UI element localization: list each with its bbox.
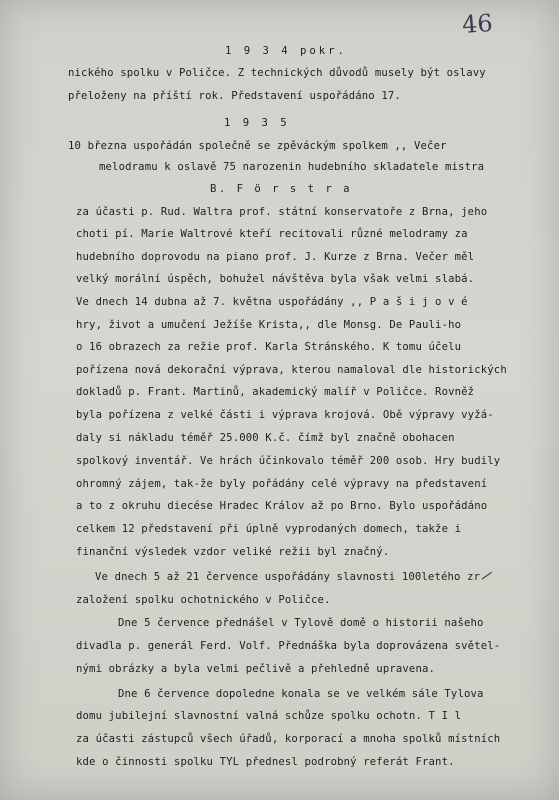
text-line: za účasti zástupců všech úřadů, korporací a mnoha spolků místních xyxy=(76,733,501,745)
text-line: 10 března uspořádán společně se zpěváckým spolkem ,, Večer xyxy=(68,140,447,152)
text-line: choti pí. Marie Waltrové kteří recitovali různé melodramy za xyxy=(76,228,468,240)
text-line: o 16 obrazech za režie prof. Karla Stránského. K tomu účelu xyxy=(76,341,462,353)
text-line: byla pořízena z velké části i výprava krojová. Obě výpravy vyžá- xyxy=(76,409,494,421)
text-line: spolkový inventář. Ve hrách účinkovalo téměř 200 osob. Hry budily xyxy=(76,455,501,467)
text-line: Ve dnech 14 dubna až 7. května uspořádány ,, P a š i j o v é xyxy=(76,296,468,308)
text-line: Dne 5 července přednášel v Tylově domě o historii našeho xyxy=(118,617,484,629)
text-line: kde o činnosti spolku TYL přednesl podrobný referát Frant. xyxy=(76,756,455,768)
text-line: za účasti p. Rud. Waltra prof. státní konservatoře z Brna, jeho xyxy=(76,206,488,218)
text-line: Dne 6 července dopoledne konala se ve velkém sále Tylova xyxy=(118,688,484,700)
text-line: nického spolku v Poličce. Z technických důvodů musely být oslavy xyxy=(68,67,486,79)
text-line: velký morální úspěch, bohužel návštěva byla však velmi slabá. xyxy=(76,273,475,285)
text-line: ohromný zájem, tak-že byly pořádány celé výpravy na představení xyxy=(76,478,488,490)
text-line: přeloženy na příští rok. Představení uspořádáno 17. xyxy=(68,90,401,102)
text-line: dokladů p. Frant. Martinů, akademický malíř v Poličce. Rovněž xyxy=(76,386,475,398)
text-line: založení spolku ochotnického v Poličce. xyxy=(76,594,331,606)
text-line: daly si nákladu téměř 25.000 K.č. čímž byl značně obohacen xyxy=(76,432,455,444)
year-heading-1935: 1 9 3 5 xyxy=(224,117,290,129)
text-line: nými obrázky a byla velmi pečlivě a přehledně upravena. xyxy=(76,663,436,675)
text-line: hry, život a umučení Ježíše Krista,, dle Monsg. De Pauli-ho xyxy=(76,319,462,331)
text-line: domu jubilejní slavnostní valná schůze spolku ochotn. T I l xyxy=(76,710,462,722)
text-line: Ve dnech 5 až 21 července uspořádány slavnosti 100letého zr xyxy=(95,571,481,583)
page-number: 46 xyxy=(461,8,494,40)
text-line: pořízena nová dekorační výprava, kterou namaloval dle historických xyxy=(76,364,507,376)
composer-name: B. F ö r s t r a xyxy=(210,183,353,195)
year-heading-1934: 1 9 3 4 pokr. xyxy=(225,45,347,57)
text-line: melodramu k oslavě 75 narozenin hudebního skladatele mistra xyxy=(99,161,485,173)
text-line: finanční výsledek vzdor veliké režii byl značný. xyxy=(76,546,390,558)
text-line: divadla p. generál Ferd. Volf. Přednáška byla doprovázena světel- xyxy=(76,640,501,652)
text-line: celkem 12 představení při úplně vyprodaných domech, takže i xyxy=(76,523,462,535)
text-line: a to z okruhu diecése Hradec Králov až po Brno. Bylo uspořádáno xyxy=(76,500,488,512)
text-line: hudebního doprovodu na piano prof. J. Kurze z Brna. Večer měl xyxy=(76,251,475,263)
